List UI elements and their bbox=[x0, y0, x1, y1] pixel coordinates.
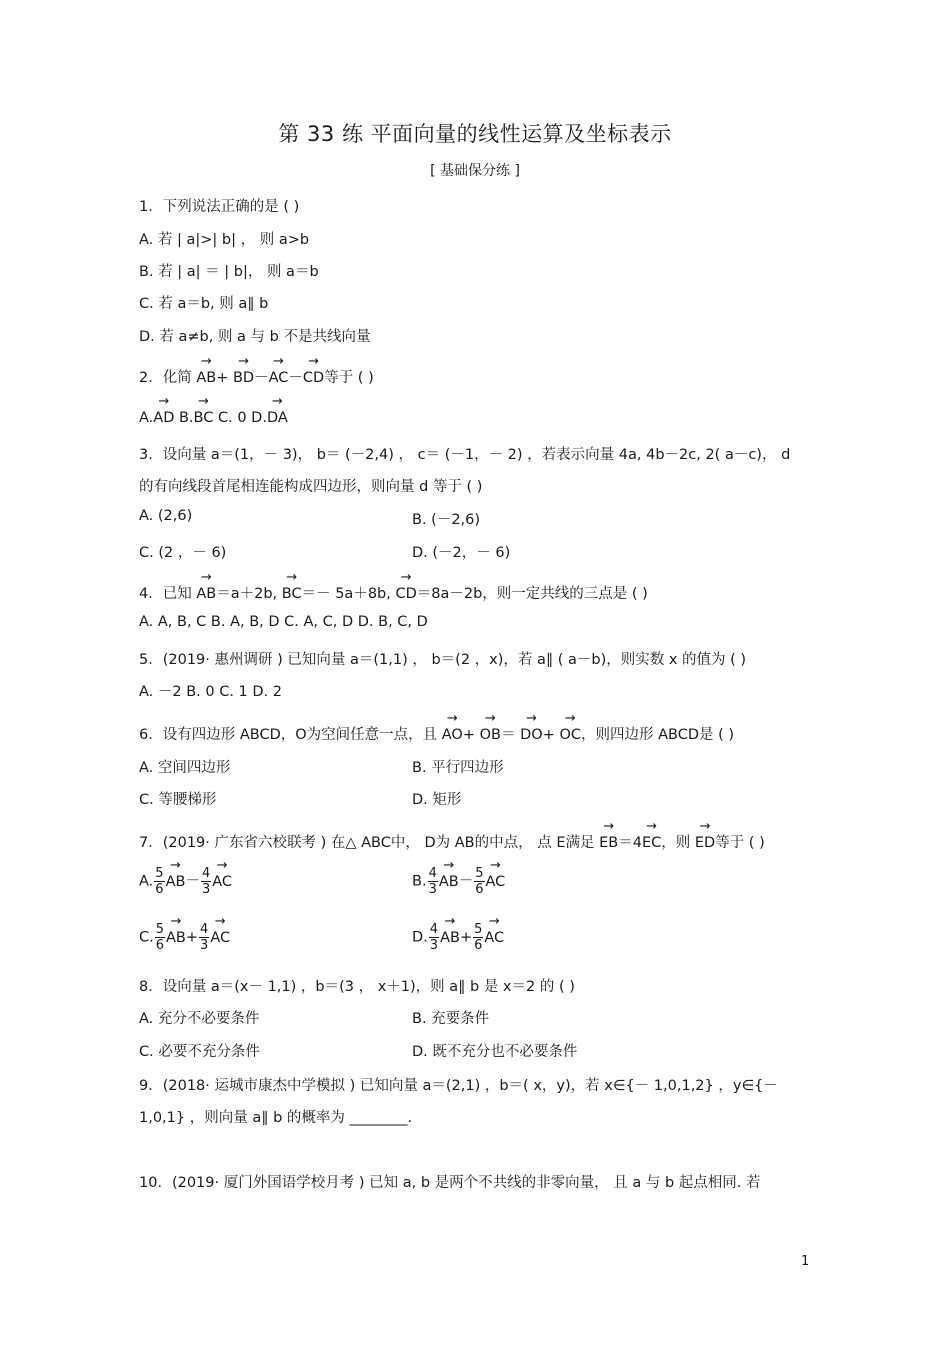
vector-da: → DA bbox=[267, 408, 288, 426]
q4-options: A. A, B, C B. A, B, D C. A, C, D D. B, C, D bbox=[139, 614, 428, 630]
vector-ab: → AB bbox=[166, 928, 186, 946]
minus-sign: － bbox=[254, 370, 269, 386]
q3-stem-line2: 的有向线段首尾相连能构成四边形，则向量 d 等于 ( ) bbox=[139, 479, 483, 495]
fraction-numerator: 5 bbox=[475, 866, 484, 881]
operator: － bbox=[185, 873, 200, 890]
q8-option-b: B. 充要条件 bbox=[412, 1011, 490, 1027]
fraction-numerator: 4 bbox=[429, 922, 439, 937]
q3-option-d: D. (－2，－ 6) bbox=[412, 545, 511, 561]
plus-sign: + bbox=[462, 727, 480, 743]
q7-option-c bbox=[139, 922, 230, 953]
q2-option-c: C. 0 bbox=[217, 410, 247, 426]
q7-option-b bbox=[412, 866, 505, 897]
vector-ab: → AB bbox=[196, 584, 216, 602]
q1-stem: 1．下列说法正确的是 ( ) bbox=[139, 199, 300, 215]
q2-option-a-label: A. bbox=[139, 410, 154, 426]
vector-ac: → AC bbox=[212, 872, 232, 890]
vector-ab: → AB bbox=[196, 368, 216, 386]
fraction-numerator: 5 bbox=[155, 866, 164, 881]
vector-bc: → BC bbox=[282, 584, 302, 602]
fraction-denominator: 3 bbox=[200, 938, 209, 953]
page-title: 第 33 练 平面向量的线性运算及坐标表示 bbox=[278, 122, 672, 146]
vector-ao: → AO bbox=[442, 725, 463, 743]
q3-option-a: A. (2,6) bbox=[139, 508, 193, 524]
vector-ab: → AB bbox=[166, 872, 186, 890]
vector-ec: → EC bbox=[642, 833, 661, 851]
vector-cd: → CD bbox=[303, 368, 324, 386]
q7-mid: ＝4 bbox=[618, 835, 642, 851]
option-label: A. bbox=[139, 873, 154, 890]
q1-option-b: B. 若 | a| ＝ | b|， 则 a＝b bbox=[139, 264, 319, 280]
vector-ab: → AB bbox=[440, 928, 460, 946]
q7-option-a bbox=[139, 866, 232, 897]
q4-expr-2: ＝－ 5a＋8b, bbox=[301, 586, 396, 602]
fraction-denominator: 6 bbox=[475, 882, 484, 897]
q8-option-a: A. 充分不必要条件 bbox=[139, 1011, 260, 1027]
q6-option-c: C. 等腰梯形 bbox=[139, 792, 217, 808]
q6-prefix: 6．设有四边形 ABCD，O为空间任意一点，且 bbox=[139, 727, 442, 743]
equals-sign: ＝ bbox=[500, 727, 521, 743]
fraction-numerator: 5 bbox=[474, 922, 483, 937]
vector-ob: → OB bbox=[480, 725, 501, 743]
vector-ac: → AC bbox=[210, 928, 230, 946]
q10-stem-line1: 10．(2019· 厦门外国语学校月考 ) 已知 a, b 是两个不共线的非零向量， 且 a 与 b 起点相同. 若 bbox=[139, 1175, 761, 1191]
option-label: B. bbox=[412, 873, 427, 890]
q1-option-c: C. 若 a＝b, 则 a∥ b bbox=[139, 296, 269, 312]
fraction-denominator: 6 bbox=[155, 882, 164, 897]
q6-option-b: B. 平行四边形 bbox=[412, 760, 504, 776]
q6-stem bbox=[139, 723, 734, 744]
q5-stem: 5．(2019· 惠州调研 ) 已知向量 a＝(1,1) ， b＝(2 ，x)，若 a∥ ( a－b)，则实数 x 的值为 ( ) bbox=[139, 652, 747, 668]
q8-option-c: C. 必要不充分条件 bbox=[139, 1044, 260, 1060]
minus-sign: － bbox=[288, 370, 303, 386]
fraction-denominator: 6 bbox=[474, 938, 483, 953]
plus-sign: + bbox=[216, 370, 233, 386]
q2-prefix: 2．化简 bbox=[139, 370, 197, 386]
q7-stem bbox=[139, 831, 765, 852]
q9-stem-line2: 1,0,1} ，则向量 a∥ b 的概率为 ________. bbox=[139, 1110, 413, 1126]
fraction bbox=[428, 866, 438, 897]
q8-stem: 8．设向量 a＝(x－ 1,1) ，b＝(3 ， x＋1)，则 a∥ b 是 x＝2 的 ( ) bbox=[139, 979, 575, 995]
operator: － bbox=[458, 873, 474, 890]
fraction bbox=[155, 922, 165, 953]
q3-option-b: B. (－2,6) bbox=[412, 512, 481, 528]
operator: + bbox=[459, 929, 473, 946]
fraction bbox=[199, 922, 209, 953]
vector-ac: → AC bbox=[486, 872, 506, 890]
operator: + bbox=[185, 929, 199, 946]
q2-options bbox=[139, 408, 288, 426]
q6-option-d: D. 矩形 bbox=[412, 792, 462, 808]
plus-sign: + bbox=[542, 727, 560, 743]
q2-option-d-label: D. bbox=[251, 410, 267, 426]
vector-ac: → AC bbox=[484, 928, 504, 946]
fraction-denominator: 3 bbox=[428, 882, 437, 897]
fraction-numerator: 4 bbox=[200, 922, 209, 937]
fraction bbox=[473, 922, 483, 953]
q4-prefix: 4．已知 bbox=[139, 586, 197, 602]
q2-suffix: 等于 ( ) bbox=[324, 370, 374, 386]
page-number: 1 bbox=[801, 1254, 810, 1269]
q7-mid2: ，则 bbox=[661, 835, 695, 851]
fraction-denominator: 6 bbox=[155, 938, 165, 953]
q7-prefix: 7．(2019· 广东省六校联考 ) 在△ ABC中， D为 AB的中点， 点 E满足 bbox=[139, 835, 600, 851]
section-heading: [ 基础保分练 ] bbox=[430, 163, 520, 179]
fraction-numerator: 5 bbox=[155, 922, 165, 937]
q7-option-d bbox=[412, 922, 504, 953]
vector-do: → DO bbox=[520, 725, 543, 743]
q8-option-d: D. 既不充分也不必要条件 bbox=[412, 1044, 578, 1060]
fraction bbox=[154, 866, 164, 897]
fraction-denominator: 3 bbox=[201, 882, 211, 897]
option-label: C. bbox=[139, 929, 154, 946]
vector-oc: → OC bbox=[559, 725, 581, 743]
option-label: D. bbox=[412, 929, 428, 946]
q2-stem bbox=[139, 366, 374, 387]
fraction bbox=[474, 866, 484, 897]
vector-cd: → CD bbox=[395, 584, 416, 602]
q6-option-a: A. 空间四边形 bbox=[139, 760, 231, 776]
q2-option-b-label: B. bbox=[178, 410, 194, 426]
q6-suffix: ，则四边形 ABCD是 ( ) bbox=[581, 727, 735, 743]
vector-ad: → AD bbox=[153, 408, 174, 426]
q1-option-a: A. 若 | a|>| b| ， 则 a>b bbox=[139, 232, 310, 248]
fraction bbox=[201, 866, 211, 897]
q4-expr-3: ＝8a－2b，则一定共线的三点是 ( ) bbox=[416, 586, 648, 602]
vector-bd: → BD bbox=[233, 368, 254, 386]
q4-stem bbox=[139, 582, 648, 603]
q3-option-c: C. (2 ，－ 6) bbox=[139, 545, 227, 561]
q7-suffix: 等于 ( ) bbox=[715, 835, 765, 851]
vector-ed: → ED bbox=[695, 833, 715, 851]
q9-stem-line1: 9．(2018· 运城市康杰中学模拟 ) 已知向量 a＝(2,1) ，b＝( x，y)，若 x∈{－ 1,0,1,2} ，y∈{－ bbox=[139, 1078, 778, 1094]
fraction-numerator: 4 bbox=[201, 866, 211, 881]
q3-stem-line1: 3．设向量 a＝(1，－ 3)， b＝ (－2,4) ， c＝ (－1，－ 2) ，若表示向量 4a, 4b－2c, 2( a－c)， d bbox=[139, 447, 791, 463]
fraction bbox=[429, 922, 439, 953]
vector-ab: → AB bbox=[439, 872, 459, 890]
q4-expr-1: ＝a＋2b, bbox=[216, 586, 282, 602]
vector-ac: → AC bbox=[269, 368, 289, 386]
fraction-denominator: 3 bbox=[429, 938, 439, 953]
q5-options: A. －2 B. 0 C. 1 D. 2 bbox=[139, 684, 283, 700]
q1-option-d: D. 若 a≠b, 则 a 与 b 不是共线向量 bbox=[139, 329, 371, 345]
vector-bc: → BC bbox=[194, 408, 214, 426]
fraction-numerator: 4 bbox=[428, 866, 437, 881]
vector-eb: → EB bbox=[599, 833, 618, 851]
